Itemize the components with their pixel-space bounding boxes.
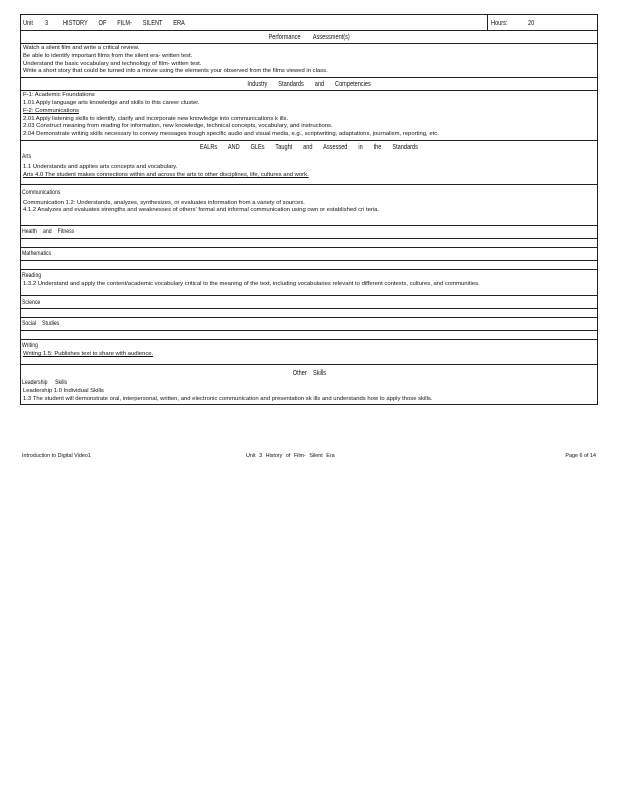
math-content xyxy=(21,261,597,270)
arts-line: Arts 4.0 The student makes connections within and across the arts to other disciplines, life, cultures and work. xyxy=(23,171,309,178)
science-content xyxy=(21,309,597,318)
industry-line: 2.04 Demonstrate writing skills necessary to convey messages trough specific audio and visual media, e.g., scriptwriting, adaptations, journalism, reporting, etc. xyxy=(23,131,439,138)
hours-label: Hours: xyxy=(491,18,508,27)
industry-line: 2.01 Apply listening skills to identify, clarify and incorporate new knowledge into communications k ills. xyxy=(23,115,289,122)
communications-label: Communications xyxy=(22,188,61,196)
leadership-content xyxy=(21,387,597,406)
performance-line: Be able to identify important films from the silent era- written test. xyxy=(23,52,193,59)
communications-line: Communication 1.2: Understands, analyzes, synthesizes, or evaluates information from a variety of sources. xyxy=(23,199,305,206)
other-title-row xyxy=(21,365,597,378)
industry-line: F-1: Academic Foundations xyxy=(23,92,95,99)
writing-content xyxy=(21,350,597,365)
industry-title-row xyxy=(21,78,597,91)
reading-content xyxy=(21,280,597,296)
social-label: Social Studies xyxy=(22,319,60,327)
reading-line: 1.3.2 Understand and apply the content/academic vocabulary critical to the meaning of the text, including vocabularies relevant to different contexts, cultures, and communities. xyxy=(23,281,480,288)
leadership-line: 1.3 The student will demonstrate oral, interpersonal, written, and electronic communication and presentation sk ills and understands how to apply those skills. xyxy=(23,395,433,402)
ealrs-title: EALRs AND GLEs Taught and Assessed in the Standards xyxy=(199,141,419,151)
leadership-line: Leadership 1.0 Individual Skills xyxy=(23,387,104,394)
math-label: Mathematics xyxy=(22,250,52,258)
unit-number: 3 xyxy=(45,18,49,27)
footer-unit: Unit 3 History of Film- Silent Era xyxy=(246,453,335,459)
arts-line: 1.1 Understands and applies arts concepts and vocabulary. xyxy=(23,163,178,170)
arts-head xyxy=(21,152,597,161)
performance-line: Watch a silent film and write a critical review. xyxy=(23,45,140,51)
performance-title-row xyxy=(21,31,597,44)
hours-value: 20 xyxy=(528,18,535,27)
arts-label: Arts xyxy=(22,152,32,160)
writing-line: Writing 1.5: Publishes text to share with audience. xyxy=(23,350,154,357)
unit-label: Unit xyxy=(23,18,33,27)
reading-label: Reading xyxy=(22,272,42,280)
social-row xyxy=(21,318,597,331)
science-row xyxy=(21,296,597,309)
performance-title: Performance Assessment(s) xyxy=(268,32,350,41)
ealrs-title-row xyxy=(21,141,597,152)
unit-title: HISTORY OF FILM- SILENT ERA xyxy=(63,18,185,27)
performance-line: Understand the basic vocabulary and technology of film- written test. xyxy=(23,60,202,67)
leadership-label: Leadership Skills xyxy=(22,378,68,386)
reading-head xyxy=(21,270,597,280)
unit-document xyxy=(20,14,598,405)
hours-divider xyxy=(487,15,488,30)
health-label: Health and Fitness xyxy=(22,228,75,236)
communications-line: 4.1.2 Analyzes and evaluates strengths and weaknesses of others' formal and informal communication using own or established cri teria. xyxy=(23,207,380,214)
unit-table xyxy=(20,14,598,405)
performance-line: Write a short story that could be turned into a movie using the elements your observed from the films viewed in class. xyxy=(23,68,328,75)
communications-content xyxy=(21,198,597,227)
communications-head xyxy=(21,185,597,198)
writing-label: Writing xyxy=(22,341,38,349)
industry-line: 2.03 Construct meaning from reading for information, new knowledge, technical concepts, vocabulary, and instructions. xyxy=(23,123,333,130)
science-label: Science xyxy=(22,298,41,306)
writing-head xyxy=(21,340,597,350)
industry-line: 1.01 Apply language arts knowledge and skills to this career cluster. xyxy=(23,99,200,106)
other-title: Other Skills xyxy=(292,367,326,377)
footer-page-number: Page 6 of 14 xyxy=(565,453,596,459)
industry-line: F-2: Communications xyxy=(23,107,79,114)
social-content xyxy=(21,331,597,340)
performance-content xyxy=(21,44,597,78)
arts-content xyxy=(21,161,597,185)
math-row xyxy=(21,248,597,261)
header-row xyxy=(21,15,597,31)
page-footer xyxy=(22,453,598,463)
industry-title: Industry Standards and Competencies xyxy=(247,79,371,89)
health-content xyxy=(21,239,597,248)
footer-course: Introduction to Digital Video1 xyxy=(22,453,91,459)
industry-content xyxy=(21,91,597,141)
health-row xyxy=(21,226,597,239)
